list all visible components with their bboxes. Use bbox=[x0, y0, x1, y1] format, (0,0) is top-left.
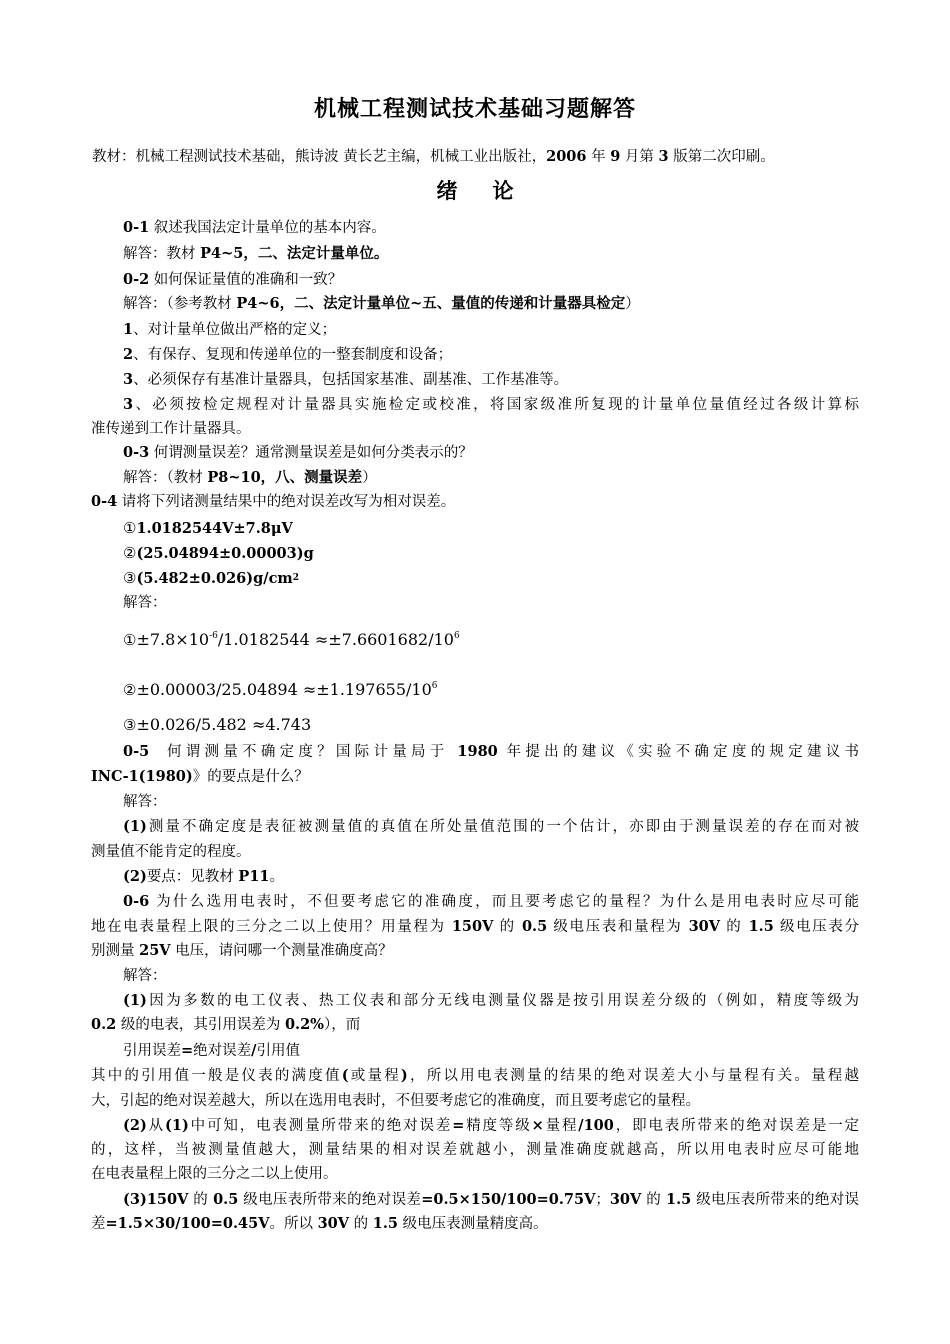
accuracy-class: 0.5 bbox=[521, 918, 548, 935]
question-0-6-cont bbox=[91, 941, 393, 961]
answer-number: (1) bbox=[123, 992, 147, 1009]
question-text: 级电压表分 bbox=[773, 919, 860, 935]
voltage-range: 30V bbox=[317, 1215, 350, 1232]
answer-reference: P11 bbox=[238, 868, 270, 885]
question-0-1 bbox=[123, 218, 386, 238]
answer-text: 差 bbox=[91, 1216, 106, 1232]
measurement-item bbox=[123, 518, 293, 539]
error-calculation: =1.5×30/100=0.45V bbox=[105, 1215, 270, 1232]
question-text: 别测量 bbox=[91, 943, 140, 959]
answer-0-6-3 bbox=[123, 1190, 859, 1210]
answer-number: (2) bbox=[123, 868, 147, 885]
question-text: 级电压表和量程为 bbox=[547, 919, 689, 935]
answer-text: 从 bbox=[146, 1118, 166, 1134]
answer-text: 量程 bbox=[543, 1118, 579, 1134]
measurement-value: (25.04894±0.00003)g bbox=[136, 545, 314, 562]
textbook-year-unit: 年 bbox=[586, 149, 611, 165]
answer-reference: P4~5，二、法定计量单位。 bbox=[200, 245, 389, 262]
question-number: 0-6 bbox=[123, 893, 150, 910]
answer-reference: P4~6，二、法定计量单位~五、量值的传递和计量器具检定 bbox=[236, 295, 626, 312]
answer-close: ） bbox=[362, 470, 377, 486]
accuracy-class: 1.5 bbox=[666, 1191, 692, 1208]
answer-0-5-2 bbox=[123, 867, 284, 887]
error-calculation: =0.5×150/100=0.75V bbox=[421, 1191, 596, 1208]
calc-exponent: -6 bbox=[209, 631, 218, 641]
question-0-6-cont bbox=[91, 917, 859, 937]
measurement-value: 1.0182544V±7.8μV bbox=[136, 520, 293, 537]
answer-text: 或量程 bbox=[348, 1068, 401, 1084]
measurement-value: (5.482±0.026)g/cm bbox=[136, 570, 293, 587]
calc-exponent: 6 bbox=[453, 631, 460, 641]
question-text: 电压，请问哪一个测量准确度高？ bbox=[170, 943, 393, 959]
question-text: 》的要点是什么？ bbox=[192, 769, 309, 785]
question-text: 为什么选用电表时，不但要考虑它的准确度，而且要考虑它的量程？为什么是用电表时应尽可能 bbox=[149, 894, 859, 910]
question-0-5 bbox=[123, 742, 859, 762]
voltage-range: 30V bbox=[688, 918, 721, 935]
list-item bbox=[123, 395, 859, 415]
question-0-6 bbox=[123, 892, 859, 912]
answer-text-line: 的，这样，当被测量值越大，测量结果的相对误差就越小，测量准确度就越高，所以用电表时应尽可能地 bbox=[91, 1142, 859, 1158]
list-item bbox=[123, 370, 568, 390]
list-item-text: 、必须保存有基准计量器具，包括国家基准、副基准、工作基准等。 bbox=[133, 372, 569, 388]
answer-text: 测量不确定度是表征被测量值的真值在所处量值范围的一个估计，亦即由于测量误差的存在而对被 bbox=[146, 819, 859, 835]
answer-text: 级的电表，其引用误差为 bbox=[116, 1017, 285, 1033]
answer-0-2 bbox=[123, 294, 640, 314]
circled-number: ① bbox=[123, 519, 137, 537]
question-number: 0-4 bbox=[91, 493, 118, 510]
answer-text-line: 在电表量程上限的三分之二以上使用。 bbox=[91, 1166, 338, 1182]
list-item-number: 3 bbox=[123, 396, 134, 413]
textbook-month-unit: 月第 bbox=[620, 149, 659, 165]
question-0-2 bbox=[123, 270, 342, 290]
answer-0-5-1 bbox=[123, 817, 859, 837]
answer-text-line bbox=[91, 1066, 859, 1086]
calc-expression: /1.0182544 ≈±7.6601682/10 bbox=[217, 630, 454, 649]
formula-operator: = bbox=[181, 1042, 194, 1059]
calc-expression: ±0.026/5.482 ≈4.743 bbox=[136, 715, 312, 734]
answer-text-line: 大，引起的绝对误差越大，所以在选用电表时，不但要考虑它的准确度，而且要考虑它的量程。 bbox=[91, 1093, 700, 1109]
list-item-text: 、有保存、复现和传递单位的一整套制度和设备； bbox=[133, 347, 453, 363]
document-title: 机械工程测试技术基础习题解答 bbox=[313, 97, 636, 122]
answer-text: 级电压表测量精度高。 bbox=[397, 1216, 548, 1232]
answer-ref-number: (1) bbox=[165, 1117, 189, 1134]
answer-label: 解答： bbox=[123, 794, 167, 810]
answer-0-6-2 bbox=[123, 1116, 859, 1136]
answer-label: 解答：教材 bbox=[123, 246, 201, 262]
list-item-text: 、必须按检定规程对计量器具实施检定或校准，将国家级准所复现的计量单位量值经过各级计算标 bbox=[133, 397, 859, 413]
question-text: 年提出的建议《实验不确定度的规定建议书 bbox=[497, 744, 860, 760]
answer-text: 的 bbox=[188, 1192, 214, 1208]
answer-label: 解答：（教材 bbox=[123, 470, 208, 486]
answer-text: 级电压表所带来的绝对误 bbox=[691, 1192, 860, 1208]
voltage-range: 30V bbox=[609, 1191, 642, 1208]
circled-number: ③ bbox=[123, 569, 137, 587]
list-item-continuation: 准传递到工作计量器具。 bbox=[91, 421, 251, 437]
voltage-range: 150V bbox=[146, 1191, 189, 1208]
calc-expression: ±7.8×10 bbox=[136, 630, 210, 649]
answer-number: (1) bbox=[123, 818, 147, 835]
formula-operator: / bbox=[251, 1042, 257, 1059]
answer-0-6-3-cont bbox=[91, 1214, 548, 1234]
section-heading-char: 论 bbox=[492, 179, 514, 203]
question-text: 何谓测量误差？通常测量误差是如何分类表示的？ bbox=[149, 445, 473, 461]
answer-label: 解答： bbox=[123, 968, 167, 984]
list-item bbox=[123, 345, 452, 365]
question-number: 0-3 bbox=[123, 444, 150, 461]
list-item-number: 2 bbox=[123, 346, 134, 363]
answer-0-6-1 bbox=[123, 991, 859, 1011]
question-text: 何谓测量不确定度？国际计量局于 bbox=[166, 744, 458, 760]
calc-line bbox=[123, 715, 311, 735]
question-text: 如何保证量值的准确和一致？ bbox=[149, 272, 343, 288]
accuracy-class: 0.2 bbox=[91, 1016, 117, 1033]
answer-text: 。所以 bbox=[269, 1216, 318, 1232]
calc-expression: ±0.00003/25.04894 ≈±1.197655/10 bbox=[136, 680, 432, 699]
answer-label: 解答：（参考教材 bbox=[123, 296, 237, 312]
answer-0-3 bbox=[123, 468, 377, 488]
answer-number: (3) bbox=[123, 1191, 147, 1208]
voltage-value: 25V bbox=[139, 942, 171, 959]
textbook-print-info: 版第二次印刷。 bbox=[668, 149, 775, 165]
question-number: 0-1 bbox=[123, 219, 150, 236]
question-year: 1980 bbox=[457, 743, 498, 760]
answer-number: (2) bbox=[123, 1117, 147, 1134]
accuracy-class: 1.5 bbox=[748, 918, 774, 935]
question-0-4 bbox=[91, 492, 455, 512]
answer-0-5-1-cont: 测量值不能肯定的程度。 bbox=[91, 844, 251, 860]
accuracy-class: 1.5 bbox=[372, 1215, 398, 1232]
calc-exponent: 6 bbox=[431, 681, 438, 691]
circled-number: ③ bbox=[123, 716, 137, 734]
document-code: INC-1(1980) bbox=[91, 768, 193, 785]
textbook-info-text: 教材：机械工程测试技术基础，熊诗波 黄长艺主编，机械工业出版社， bbox=[92, 149, 547, 165]
answer-text: 的 bbox=[641, 1192, 667, 1208]
section-heading-char: 绪 bbox=[436, 179, 458, 203]
list-item-number: 1 bbox=[123, 321, 134, 338]
formula bbox=[123, 1041, 300, 1061]
list-item-text: 、对计量单位做出严格的定义； bbox=[133, 322, 337, 338]
calc-line bbox=[123, 680, 437, 703]
question-0-5-cont bbox=[91, 767, 309, 787]
answer-text: 的 bbox=[349, 1216, 373, 1232]
list-item-number: 3 bbox=[123, 371, 134, 388]
textbook-edition: 3 bbox=[658, 148, 669, 165]
accuracy-class: 0.5 bbox=[213, 1191, 239, 1208]
formula-operator: /100 bbox=[578, 1117, 614, 1134]
circled-number: ② bbox=[123, 681, 137, 699]
answer-text: 级电压表所带来的绝对误差 bbox=[238, 1192, 422, 1208]
measurement-item bbox=[123, 568, 299, 591]
answer-0-6-1-cont bbox=[91, 1015, 360, 1035]
textbook-year: 2006 bbox=[546, 148, 587, 165]
question-text: 地在电表量程上限的三分之二以上使用？用量程为 bbox=[91, 919, 452, 935]
formula-operator: = bbox=[452, 1117, 465, 1134]
question-text: 请将下列诸测量结果中的绝对误差改写为相对误差。 bbox=[117, 494, 456, 510]
answer-0-1 bbox=[123, 244, 388, 264]
percentage: 0.2% bbox=[284, 1016, 324, 1033]
calc-line bbox=[123, 630, 460, 653]
voltage-range: 150V bbox=[451, 918, 494, 935]
measurement-item bbox=[123, 543, 314, 564]
answer-text: ，即电表所带来的绝对误差是一定 bbox=[613, 1118, 860, 1134]
answer-text: 因为多数的电工仪表、热工仪表和部分无线电测量仪器是按引用误差分级的（例如，精度等级为 bbox=[146, 993, 859, 1009]
formula-term: 绝对误差 bbox=[193, 1043, 252, 1059]
section-heading bbox=[0, 175, 950, 205]
question-text: 的 bbox=[720, 919, 749, 935]
answer-text: ），而 bbox=[323, 1017, 361, 1033]
list-item bbox=[123, 320, 336, 340]
answer-text: 中可知，电表测量所带来的绝对误差 bbox=[188, 1118, 453, 1134]
answer-label: 解答： bbox=[123, 595, 167, 611]
paren: ) bbox=[400, 1067, 408, 1084]
question-text: 叙述我国法定计量单位的基本内容。 bbox=[149, 220, 386, 236]
question-0-3 bbox=[123, 443, 473, 463]
formula-operator: × bbox=[531, 1117, 544, 1134]
answer-text: 其中的引用值一般是仪表的满度值 bbox=[91, 1068, 342, 1084]
formula-term: 引用误差 bbox=[123, 1043, 181, 1059]
answer-close: ） bbox=[625, 296, 640, 312]
answer-text: ，所以用电表测量的结果的绝对误差大小与量程有关。量程越 bbox=[407, 1068, 860, 1084]
question-number: 0-2 bbox=[123, 271, 150, 288]
formula-term: 引用值 bbox=[256, 1043, 300, 1059]
answer-text: 要点：见教材 bbox=[146, 869, 239, 885]
answer-text: ； bbox=[595, 1192, 610, 1208]
circled-number: ① bbox=[123, 631, 137, 649]
answer-text: 精度等级 bbox=[464, 1118, 532, 1134]
paren: ( bbox=[341, 1067, 349, 1084]
question-number: 0-5 bbox=[123, 743, 150, 760]
textbook-month: 9 bbox=[610, 148, 621, 165]
answer-text: 。 bbox=[269, 869, 285, 885]
measurement-exponent: 2 bbox=[292, 573, 300, 583]
answer-reference: P8~10，八、测量误差 bbox=[207, 469, 363, 486]
circled-number: ② bbox=[123, 544, 137, 562]
textbook-info bbox=[92, 145, 775, 166]
question-text: 的 bbox=[493, 919, 522, 935]
